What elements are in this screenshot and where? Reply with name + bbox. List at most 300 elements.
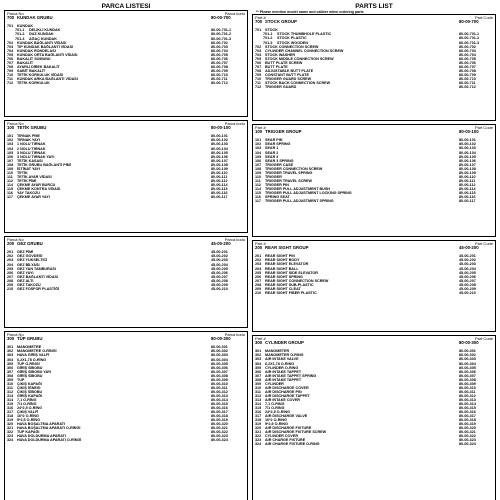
part-name: SEAR SPRING xyxy=(265,142,291,147)
part-name: STOCK BACK CONNECTION SCREW xyxy=(265,81,331,85)
part-number: 706 xyxy=(255,60,262,65)
part-name: TRIGGER CASE xyxy=(265,162,294,167)
part-name: KUNDAK ORTA BAĞLANTI VİDASI xyxy=(17,52,78,57)
part-code: 45-00-208 xyxy=(211,278,228,283)
part-name: BUTT PLATE SCREW xyxy=(265,60,303,65)
part-name: DELİKLİ KUNDAK xyxy=(29,28,61,33)
part-number: 321 xyxy=(255,430,262,435)
part-name: AIR DISCHARGE COVER xyxy=(265,385,309,390)
part-code: 80-00-322 xyxy=(211,430,228,435)
part-number: 705 xyxy=(255,56,262,61)
part-number: 117 xyxy=(7,195,13,200)
part-number: 209 xyxy=(7,282,14,287)
part-name: GEZ GÖVDESİ xyxy=(17,254,43,259)
part-name: SABİT BAKALİT xyxy=(17,68,46,73)
part-code: 80-00-303 xyxy=(459,357,476,362)
part-number: 701-1 xyxy=(15,28,25,33)
part-row xyxy=(7,287,245,291)
part-code: 80-00-311 xyxy=(459,389,476,394)
part-number: 707 xyxy=(255,64,262,69)
part-number: 203 xyxy=(7,258,14,263)
group-number: 100 xyxy=(7,124,15,130)
part-number: 116 xyxy=(7,191,13,196)
part-number: 323 xyxy=(7,434,14,439)
part-code: 80-00-108 xyxy=(459,166,476,171)
part-code: 80-00-315 xyxy=(459,406,476,411)
part-code: 45-00-204 xyxy=(211,262,228,267)
part-code: 80-00-105 xyxy=(459,154,476,159)
part-name: GEZ YAN TAMBURASI xyxy=(17,266,56,271)
part-number: 114 xyxy=(255,186,261,191)
part-number: 701-3 xyxy=(263,40,273,45)
part-code: 80-00-313 xyxy=(459,397,476,402)
part-code: 80-00-302 xyxy=(459,353,476,358)
header-part-number-label: Parca No xyxy=(7,10,24,16)
part-row xyxy=(255,85,493,89)
part-number: 712 xyxy=(255,85,262,90)
part-number: 320 xyxy=(7,422,14,427)
part-code: 45-00-201 xyxy=(459,254,476,259)
part-name: 2 NOLU TIRNAK xyxy=(17,146,46,151)
part-number: 103 xyxy=(7,142,14,147)
part-code: 80-00-710 xyxy=(211,72,228,77)
part-code: 80-00-705 xyxy=(211,52,228,57)
part-code: 45-00-203 xyxy=(211,258,228,263)
part-code: 80-00-324 xyxy=(211,438,228,443)
part-name: 3 NOLU TIRNAK xyxy=(17,150,46,155)
part-number: 117 xyxy=(255,199,261,204)
part-name: HAVA BOŞALTMA APARATI O-RİNGİ xyxy=(17,426,81,431)
part-code: 45-00-204 xyxy=(459,266,476,271)
part-number: 324 xyxy=(255,442,262,447)
part-name: TRIGGER PULL ADJUSTMENT LOCKING SPRING xyxy=(265,191,352,195)
part-name: REAR SIGHT ELEVATOR xyxy=(265,262,309,267)
part-code: 80-00-311 xyxy=(211,385,228,390)
group-name: STOCK GROUP xyxy=(265,18,297,24)
part-code: 80-00-315 xyxy=(211,402,228,407)
group-code: 80-00-100 xyxy=(211,124,231,130)
part-name: GİRİŞ SİBOBU xyxy=(17,373,43,378)
part-group-section xyxy=(4,331,248,500)
part-number: 109 xyxy=(255,170,262,175)
part-number: 107 xyxy=(255,162,262,167)
part-code: 80-00-307 xyxy=(459,373,476,378)
part-number: 703 xyxy=(7,44,14,49)
part-code: 80-00-107 xyxy=(211,158,228,163)
part-code: 80-00-711 xyxy=(459,81,476,85)
part-name: TRIGGER PIN xyxy=(265,182,289,187)
part-name: ÇEKME KONTRA VİDASI xyxy=(17,187,61,191)
part-code: 80-00-112 xyxy=(211,178,228,183)
part-code: 80-00-301 xyxy=(211,345,228,350)
part-number: 709 xyxy=(7,68,14,73)
part-number: 710 xyxy=(7,72,14,77)
part-name: TRIGGER PULL ADJUSTMENT SPRING xyxy=(265,199,334,204)
part-group-section xyxy=(252,14,496,121)
part-name: GEZ BİLYASI xyxy=(17,262,40,267)
part-name: AIR INTAKE COVER xyxy=(265,397,300,402)
part-name: TRIGGER TRAVEL SPRING xyxy=(265,170,313,175)
part-code: 45-00-209 xyxy=(459,286,476,291)
part-name: TETİK PİMİ xyxy=(17,178,37,183)
part-name: AĞAÇ KUNDAK xyxy=(29,36,57,41)
part-number: 707 xyxy=(7,60,14,65)
part-code: 80-00-702 xyxy=(459,44,476,49)
part-name: DÜZ KUNDAK xyxy=(29,32,54,37)
part-name: 7/1 O-RING xyxy=(265,406,285,411)
part-code: 80-00-712 xyxy=(459,85,476,90)
part-code: 80-00-301 xyxy=(459,349,476,354)
part-name: YAY TAKOZU xyxy=(17,191,40,196)
part-number: 314 xyxy=(7,398,14,402)
part-name: SEAR 2 xyxy=(265,150,279,155)
part-number: 206 xyxy=(7,270,14,275)
turkish-column xyxy=(4,3,248,497)
part-name: AIR INTAKE TAPPET SPRING xyxy=(265,373,317,378)
part-name: CYLINDER xyxy=(265,381,284,386)
part-name: AIR INTAKE TAPPET xyxy=(265,377,302,382)
part-code: 80-00-706 xyxy=(459,60,476,65)
sections-container xyxy=(252,14,496,500)
part-number: 708 xyxy=(7,64,14,69)
part-name: TETİK KASASI xyxy=(17,158,43,163)
sections-container xyxy=(4,10,248,500)
part-code: 80-00-310 xyxy=(459,385,476,390)
part-number: 305 xyxy=(255,365,262,370)
part-number: 309 xyxy=(7,377,14,382)
part-number: 702 xyxy=(255,44,262,49)
part-number: 207 xyxy=(255,278,262,283)
part-number: 311 xyxy=(7,385,13,390)
part-name: HAVA DOLDURMA APARATI O-RİNGİ xyxy=(17,438,82,443)
part-number: 324 xyxy=(7,438,14,443)
part-name: REAR SIGHT SPRING xyxy=(265,274,303,279)
header-part-number-label: Part # xyxy=(255,14,266,20)
part-number: 115 xyxy=(7,187,13,191)
part-name: TRIGGER CONNECTION SCREW xyxy=(265,166,323,171)
part-name: 9*2,5 O-RING xyxy=(265,422,288,427)
part-group-section xyxy=(252,124,496,237)
part-name: ÇIKIŞ VALFİ xyxy=(17,410,39,415)
part-name: SEAR PIN xyxy=(265,138,283,143)
part-number: 304 xyxy=(7,357,14,362)
group-name: TETİK GRUBU xyxy=(17,124,47,130)
part-number: 116 xyxy=(255,195,261,200)
part-name: SEAR 3 SPRING xyxy=(265,158,294,163)
part-code: 80-00-102 xyxy=(211,138,228,143)
group-code: 45-00-200 xyxy=(459,244,479,250)
part-code: 80-00-111 xyxy=(459,178,476,183)
part-number: 209 xyxy=(255,286,262,291)
group-number: 700 xyxy=(255,18,263,24)
header-part-code-label: Parca kodu xyxy=(224,236,245,242)
header-part-code-label: Parca kodu xyxy=(224,331,245,337)
header-part-code-label: Parca kodu xyxy=(224,120,245,126)
part-code: 80-00-115 xyxy=(211,187,228,191)
part-number: 106 xyxy=(255,158,262,163)
part-name: CYLINDER CHANNEL CONNECTION SCREW xyxy=(265,48,344,53)
parts-rows xyxy=(253,349,495,446)
part-row xyxy=(255,442,493,446)
part-number: 319 xyxy=(7,418,14,423)
part-code: 80-00-312 xyxy=(211,389,228,394)
parts-rows xyxy=(5,250,247,290)
group-code: 80-00-300 xyxy=(211,335,231,341)
header-part-number-label: Parca No xyxy=(7,236,24,242)
part-number: 208 xyxy=(255,282,262,287)
part-number: 210 xyxy=(7,286,14,291)
part-code: 80-00-705 xyxy=(459,56,476,61)
part-name: AIR DISCHARGE FIXTURE xyxy=(265,426,312,431)
part-name: STOCK PLASTIC xyxy=(277,36,307,41)
part-code: 80-00-709 xyxy=(459,72,476,77)
part-name: HAVA BOŞALTMA APARATI xyxy=(17,422,65,427)
part-name: KUNDAK xyxy=(17,24,33,29)
part-code: 45-00-201 xyxy=(211,250,228,255)
part-name: GEZ BAĞLANTI VİDASI xyxy=(17,274,58,279)
part-name: ÇIKIŞ SİBOBU xyxy=(17,389,43,394)
part-code: 45-00-206 xyxy=(459,274,476,279)
part-name: AIR INTAKE TAPPET xyxy=(265,369,302,374)
part-number: 311 xyxy=(255,389,261,394)
part-name: 16*2 O-RİNG xyxy=(17,414,39,419)
part-code: 45-00-209 xyxy=(211,282,228,287)
part-number: 101 xyxy=(255,138,262,143)
part-code: 80-00-106 xyxy=(459,158,476,163)
header-part-number-label: Part # xyxy=(255,335,266,341)
part-name: KUNDAK ARKA BAĞLANTI VİDASI xyxy=(17,77,78,81)
part-number: 706 xyxy=(7,56,14,61)
part-code: 45-00-210 xyxy=(211,286,228,291)
part-name: GEZ ALTI xyxy=(17,278,34,283)
part-name: 7/1 O-RİNG xyxy=(17,402,37,407)
header-part-code-label: Parca kodu xyxy=(224,10,245,16)
part-code: 80-00-701-2 xyxy=(459,36,480,41)
part-row xyxy=(7,195,245,199)
part-number: 701-2 xyxy=(15,32,25,37)
part-code: 80-00-703 xyxy=(459,48,476,53)
part-name: GİRİŞ SİBOBU xyxy=(17,365,43,370)
part-row xyxy=(255,291,493,295)
part-code: 80-00-306 xyxy=(211,365,228,370)
header-part-code-label: Part Code xyxy=(474,124,493,130)
part-code: 45-00-206 xyxy=(211,270,228,275)
part-number: 106 xyxy=(7,154,14,159)
part-name: STOCK CONNECTION SCREW xyxy=(265,44,319,49)
part-code: 80-00-318 xyxy=(211,414,228,419)
part-code: 80-00-104 xyxy=(211,146,228,151)
group-name: CYLINDER GROUP xyxy=(265,339,304,345)
part-number: 701-3 xyxy=(15,36,25,41)
part-number: 205 xyxy=(255,270,262,275)
part-number: 323 xyxy=(255,438,262,443)
part-name: TRIGGER TRAVEL SCREW xyxy=(265,178,312,183)
part-row xyxy=(7,81,245,85)
part-code: 80-00-104 xyxy=(459,150,476,155)
part-code: 80-00-702 xyxy=(211,40,228,45)
part-number: 101 xyxy=(7,134,14,139)
part-group-section xyxy=(4,10,248,117)
header-part-number-label: Part # xyxy=(255,124,266,130)
part-code: 80-00-704 xyxy=(211,48,228,53)
part-code: 80-00-308 xyxy=(211,373,228,378)
part-name: TETİK GRUBU BAĞLANTI PİMİ xyxy=(17,162,71,167)
part-number: 111 xyxy=(7,174,13,179)
part-number: 208 xyxy=(7,278,14,283)
header-part-code-label: Part Code xyxy=(474,240,493,246)
part-number: 112 xyxy=(7,178,13,183)
part-row xyxy=(7,438,245,442)
header-part-code-label: Part Code xyxy=(474,335,493,341)
part-name: KUNDAK RONDELASI xyxy=(17,48,56,53)
part-code: 80-00-116 xyxy=(459,195,476,200)
part-code: 80-00-701-3 xyxy=(211,36,232,41)
part-name: STOCK THUMBHOLE PLASTIC xyxy=(277,32,332,37)
part-code: 45-00-202 xyxy=(211,254,228,259)
part-name: GEZ YÜKSELTİCİ xyxy=(17,258,48,263)
part-code: 80-00-112 xyxy=(459,182,476,187)
part-number: 321 xyxy=(7,426,14,431)
part-number: 111 xyxy=(255,178,261,183)
part-name: ÇIKIŞ KAPAĞI xyxy=(17,381,42,386)
part-row xyxy=(255,199,493,203)
part-code: 45-00-205 xyxy=(211,266,228,271)
part-code: 80-00-103 xyxy=(459,146,476,151)
part-code: 80-00-109 xyxy=(211,166,228,171)
part-name: GEZ YAYI xyxy=(17,270,34,275)
part-name: AIR DISCHARGE VALVE xyxy=(265,414,308,419)
part-code: 80-00-708 xyxy=(211,64,228,69)
part-code: 80-00-304 xyxy=(211,357,228,362)
part-code: 80-00-712 xyxy=(211,81,228,86)
part-group-section xyxy=(4,120,248,233)
part-name: AIR CHARGE FIXTURE O-RING xyxy=(265,442,320,447)
part-code: 45-00-207 xyxy=(459,278,476,283)
part-number: 102 xyxy=(255,142,262,147)
part-name: CYLINDER O-RING xyxy=(265,365,299,370)
part-number: 712 xyxy=(7,81,14,86)
part-number: 316 xyxy=(255,410,262,415)
part-name: TIRNAK PİMİ xyxy=(17,134,40,139)
part-name: REAR SIGHT BODY xyxy=(265,258,300,263)
header-part-number-label: Parca No xyxy=(7,331,24,337)
part-code: 80-00-323 xyxy=(211,434,228,439)
part-name: BUTT PLATE xyxy=(265,64,288,69)
part-name: 9*2,5 O-RİNG xyxy=(17,418,40,423)
part-name: SEAR 3 xyxy=(265,154,279,159)
parts-rows xyxy=(253,254,495,294)
part-name: REAR SIGHT FIBER PLASTIC xyxy=(265,290,317,295)
part-group-section xyxy=(4,236,248,328)
part-name: TÜP O-RİNGİ xyxy=(17,361,40,366)
part-code: 80-00-707 xyxy=(211,60,228,65)
part-name: AIR CHARGE FIXTURE xyxy=(265,438,306,443)
part-code: 45-00-210 xyxy=(459,290,476,295)
part-code: 80-00-309 xyxy=(211,377,228,382)
part-number: 204 xyxy=(7,262,14,267)
part-name: HAVA DOLDURMA APARATI xyxy=(17,434,66,439)
part-name: ÇEKME AYAR YAYI xyxy=(17,195,50,200)
group-name: GEZ GRUBU xyxy=(17,240,43,246)
group-number: 700 xyxy=(7,14,15,20)
part-name: MANOMETRE xyxy=(17,345,42,350)
part-number: 303 xyxy=(7,353,14,358)
parts-rows xyxy=(5,345,247,442)
part-code: 80-00-101 xyxy=(459,138,476,143)
part-code: 80-00-708 xyxy=(459,68,476,73)
part-number: 317 xyxy=(7,410,14,415)
part-code: 80-00-320 xyxy=(211,422,228,427)
header-part-code-label: Part Code xyxy=(474,14,493,20)
part-number: 322 xyxy=(255,434,262,439)
part-name: GEZ TAKOZU xyxy=(17,282,41,287)
group-code: 80-00-700 xyxy=(459,18,479,24)
part-name: TRIGGER GUARD SCREW xyxy=(265,76,312,81)
part-number: 312 xyxy=(7,389,14,394)
header-part-number-label: Parca No xyxy=(7,120,24,126)
part-name: REAR SIGHT BALL xyxy=(265,266,299,271)
group-name: TRIGGER GROUP xyxy=(265,128,302,134)
part-number: 308 xyxy=(7,373,14,378)
part-code: 80-00-102 xyxy=(459,142,476,147)
part-name: 24*2,5 O-RİNG xyxy=(17,406,43,411)
part-code: 80-00-115 xyxy=(459,191,476,195)
group-number: 200 xyxy=(255,244,263,250)
part-number: 107 xyxy=(7,158,14,163)
part-name: 6,2X1,78 O-RING xyxy=(265,361,295,366)
group-number: 200 xyxy=(7,240,15,246)
part-name: 6,2X1,78 O-RİNG xyxy=(17,357,47,362)
part-name: TETİK KORKULUK VİDASI xyxy=(17,72,64,77)
parts-rows xyxy=(253,138,495,203)
part-name: STOCK MIDDLE CONNECTION SCREW xyxy=(265,56,334,61)
part-code: 80-00-312 xyxy=(459,393,476,398)
part-code: 80-00-110 xyxy=(211,170,228,175)
part-code: 80-00-117 xyxy=(459,199,476,204)
part-number: 105 xyxy=(255,154,262,159)
part-name: 7,1 O-RING xyxy=(265,402,285,406)
part-number: 315 xyxy=(255,406,262,411)
part-name: GİRİŞ KAPAĞI xyxy=(17,393,43,398)
part-code: 80-00-707 xyxy=(459,64,476,69)
part-number: 317 xyxy=(255,414,262,419)
part-name: HAVA GİRİŞ VALFİ xyxy=(17,353,50,358)
part-name: AIR DISCHARGE PIN xyxy=(265,389,302,394)
part-number: 103 xyxy=(255,146,262,151)
part-code: 80-00-313 xyxy=(211,393,228,398)
part-code: 45-00-208 xyxy=(459,282,476,287)
part-number: 110 xyxy=(7,170,13,175)
column-note: ** Please mention model name and caliber when ordering parts xyxy=(256,10,364,14)
group-number: 300 xyxy=(255,339,263,345)
part-code: 80-00-317 xyxy=(459,414,476,419)
part-number: 304 xyxy=(255,361,262,366)
part-number: 701 xyxy=(7,24,14,29)
part-number: 319 xyxy=(255,422,262,427)
part-code: 80-00-320 xyxy=(459,426,476,431)
part-number: 701 xyxy=(255,28,262,33)
part-code: 80-00-108 xyxy=(211,162,228,167)
part-name: REAR SIGHT CLEAT xyxy=(265,286,301,291)
parts-rows xyxy=(253,28,495,89)
part-name: 3 NOLU TIRNAK YAYI xyxy=(17,154,55,159)
group-code: 45-00-200 xyxy=(211,240,231,246)
parts-rows xyxy=(5,24,247,85)
part-number: 702 xyxy=(7,40,14,45)
part-code: 80-00-310 xyxy=(211,381,228,386)
part-number: 313 xyxy=(7,393,14,398)
part-name: REAR SIGHT PIN xyxy=(265,254,295,259)
